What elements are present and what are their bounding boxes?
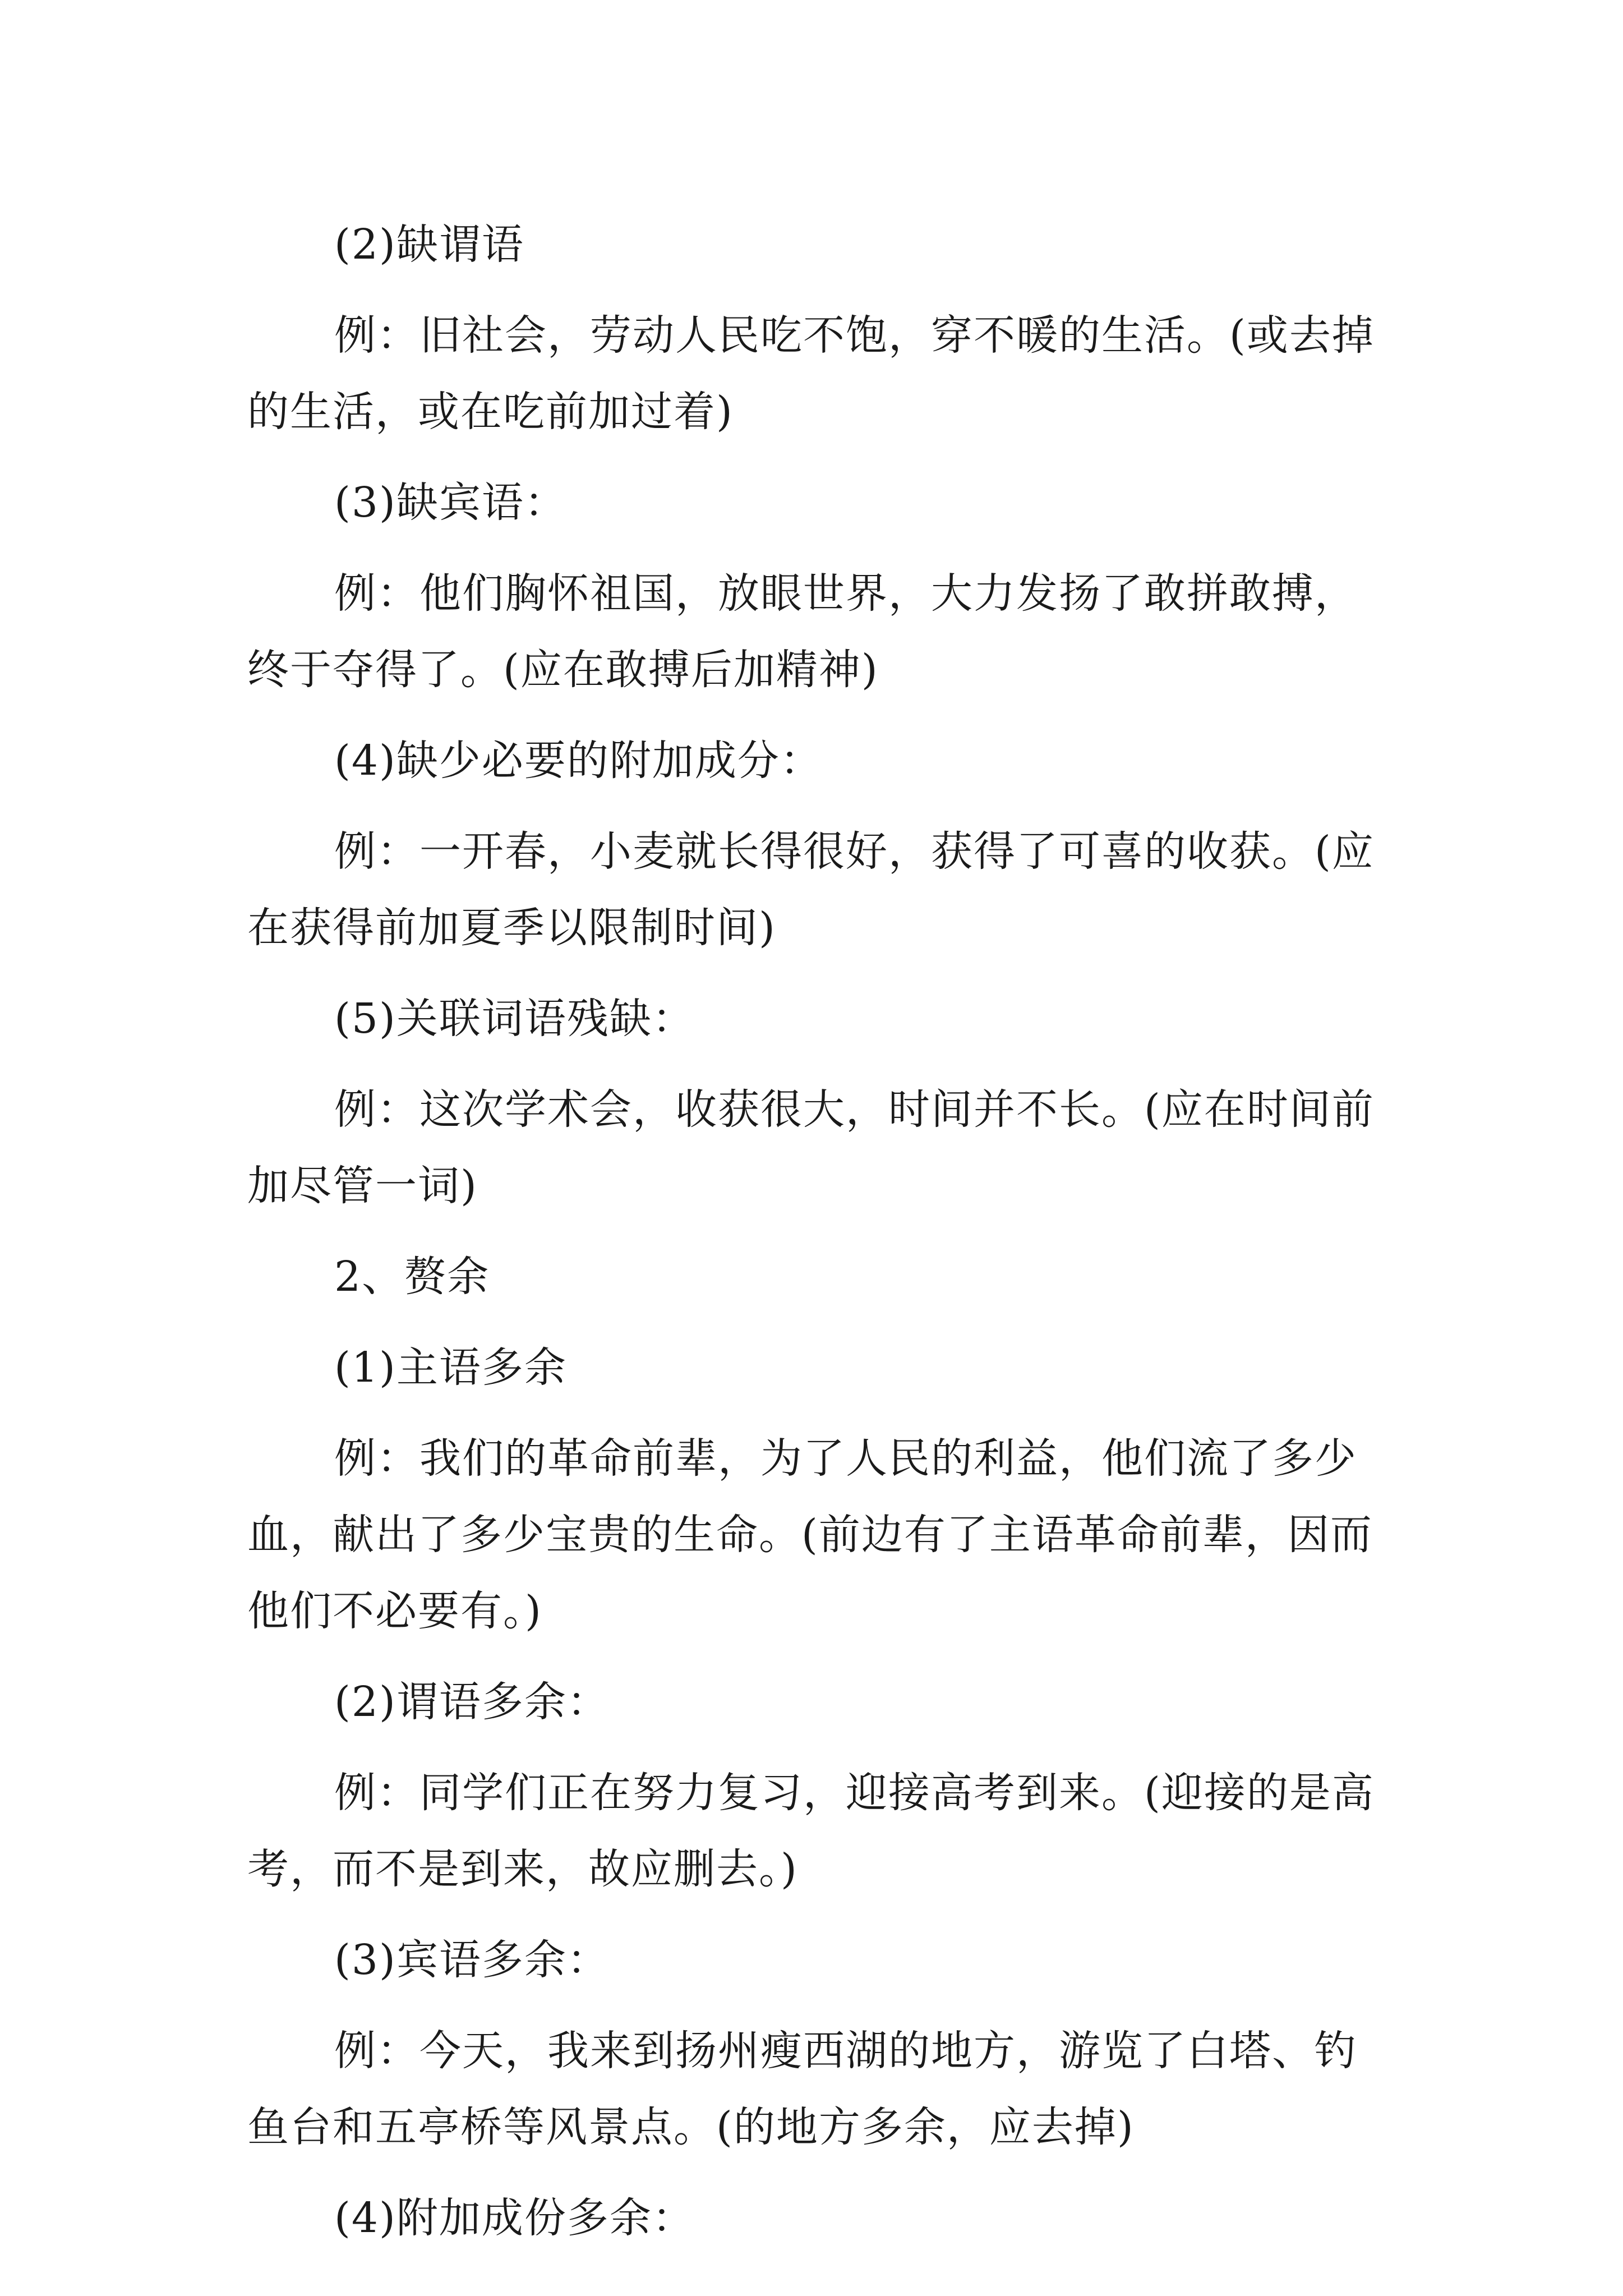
heading-missing-predicate: (2)缺谓语 bbox=[334, 220, 524, 269]
heading-missing-object: (3)缺宾语： bbox=[334, 478, 567, 527]
heading-redundant-modifier: (4)附加成份多余： bbox=[334, 2194, 695, 2242]
example-paragraph: 例：同学们正在努力复习，迎接高考到来。(迎接的是高考，而不是到来，故应删去。) bbox=[247, 1769, 1375, 1893]
heading-missing-modifier: (4)缺少必要的附加成分： bbox=[334, 737, 823, 785]
example-paragraph: 例：这次学术会，收获很大，时间并不长。(应在时间前加尽管一词) bbox=[247, 1085, 1375, 1210]
heading-redundant-predicate: (2)谓语多余： bbox=[334, 1678, 610, 1726]
example-paragraph: 例：一开春，小麦就长得很好，获得了可喜的收获。(应在获得前加夏季以限制时间) bbox=[247, 827, 1375, 952]
heading-redundant-object: (3)宾语多余： bbox=[334, 1936, 610, 1984]
document-body bbox=[247, 206, 1391, 2271]
heading-redundant-subject: (1)主语多余 bbox=[334, 1343, 567, 1392]
heading-missing-conjunction: (5)关联词语残缺： bbox=[334, 995, 695, 1043]
example-paragraph: 例：他们胸怀祖国，放眼世界，大力发扬了敢拼敢搏，终于夺得了。(应在敢搏后加精神) bbox=[247, 569, 1357, 694]
example-paragraph: 例：今天，我来到扬州瘦西湖的地方，游览了白塔、钓鱼台和五亭桥等风景点。(的地方多余，应去掉) bbox=[247, 2027, 1357, 2151]
example-paragraph: 例：我们的革命前辈，为了人民的利益，他们流了多少血，献出了多少宝贵的生命。(前边有了主语革命前辈，因而他们不必要有。) bbox=[247, 1434, 1373, 1635]
example-paragraph: 例：旧社会，劳动人民吃不饱，穿不暖的生活。(或去掉的生活，或在吃前加过着) bbox=[247, 311, 1375, 436]
section-heading-redundancy: 2、赘余 bbox=[334, 1253, 490, 1301]
